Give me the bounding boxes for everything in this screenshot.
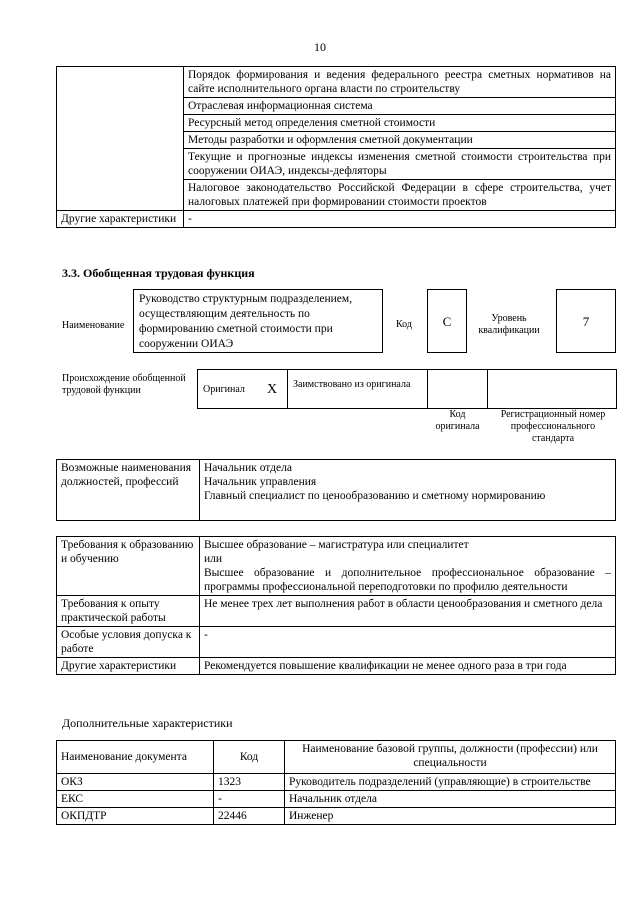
education-values bbox=[200, 537, 616, 596]
position-item: Начальник управления bbox=[204, 476, 317, 488]
table-cell: Начальник отдела bbox=[285, 791, 616, 808]
position-item: Главный специалист по ценообразованию и сметному нормированию bbox=[204, 490, 546, 502]
header-code: Код bbox=[214, 741, 285, 774]
origin-label: Происхождение обобщенной трудовой функции bbox=[62, 373, 186, 396]
table-cell: 1323 bbox=[214, 774, 285, 791]
knowledge-item: Ресурсный метод определения сметной стоимости bbox=[184, 115, 616, 132]
table-cell: ОКПДТР bbox=[57, 808, 214, 825]
additional-heading: Дополнительные характеристики bbox=[62, 716, 233, 730]
additional-table bbox=[56, 740, 616, 825]
code-value-box: C bbox=[427, 289, 467, 353]
positions-values bbox=[200, 460, 616, 521]
borrowed-cell bbox=[287, 369, 428, 409]
knowledge-item: Текущие и прогнозные индексы изменения сметной стоимости строительства при сооружении ОИАЭ, индексы-дефляторы bbox=[184, 149, 616, 180]
table-row bbox=[57, 774, 616, 791]
reg-number-cell bbox=[487, 369, 617, 409]
other-characteristics-label: Другие характеристики bbox=[57, 211, 184, 228]
table-cell: ЕКС bbox=[57, 791, 214, 808]
special-conditions-value: - bbox=[200, 627, 616, 658]
knowledge-item: Налоговое законодательство Российской Федерации в сфере строительства, учет налоговых платежей при формировании стоимости проектов bbox=[184, 180, 616, 211]
position-item: Начальник отдела bbox=[204, 462, 292, 474]
education-line: Высшее образование – магистратура или специалитет bbox=[204, 539, 469, 551]
other-characteristics-value: - bbox=[184, 211, 616, 228]
table-row bbox=[57, 791, 616, 808]
code-label: Код bbox=[396, 319, 412, 330]
education-label: Требования к образованию и обучению bbox=[57, 537, 200, 596]
requirements-table bbox=[56, 536, 616, 675]
original-cell bbox=[197, 369, 288, 409]
positions-label: Возможные наименования должностей, профессий bbox=[57, 460, 200, 521]
header-doc: Наименование документа bbox=[57, 741, 214, 774]
original-label: Оригинал bbox=[203, 384, 245, 395]
knowledge-table bbox=[56, 66, 616, 228]
table-cell: 22446 bbox=[214, 808, 285, 825]
level-label: Уровень квалификации bbox=[478, 313, 540, 336]
name-label: Наименование bbox=[62, 320, 125, 331]
table-cell: ОКЗ bbox=[57, 774, 214, 791]
origin-row bbox=[197, 369, 617, 409]
header-name: Наименование базовой группы, должности (профессии) или специальности bbox=[285, 741, 616, 774]
education-line: Высшее образование и дополнительное профессиональное образование – программы профессиональной переподготовки по профилю деятельности bbox=[204, 567, 611, 593]
knowledge-item: Порядок формирования и ведения федерального реестра сметных нормативов на сайте исполнительного органа власти по строительству bbox=[184, 67, 616, 98]
level-value-box: 7 bbox=[556, 289, 616, 353]
original-mark: X bbox=[267, 382, 278, 397]
page-number: 10 bbox=[314, 40, 326, 54]
knowledge-item: Методы разработки и оформления сметной документации bbox=[184, 132, 616, 149]
reg-number-label: Регистрационный номер профессионального стандарта bbox=[500, 409, 606, 444]
code-original-label: Код оригинала bbox=[435, 409, 480, 432]
table-row bbox=[57, 808, 616, 825]
experience-value: Не менее трех лет выполнения работ в области ценообразования и сметного дела bbox=[200, 596, 616, 627]
section-heading: 3.3. Обобщенная трудовая функция bbox=[62, 266, 255, 280]
other-value: Рекомендуется повышение квалификации не менее одного раза в три года bbox=[200, 658, 616, 675]
empty-label-cell bbox=[57, 67, 184, 211]
table-cell: Инженер bbox=[285, 808, 616, 825]
knowledge-item: Отраслевая информационная система bbox=[184, 98, 616, 115]
function-name-box: Руководство структурным подразделением, осуществляющим деятельность по формированию сметной стоимости при сооружении ОИАЭ bbox=[133, 289, 383, 353]
other-label: Другие характеристики bbox=[57, 658, 200, 675]
borrowed-label: Заимствовано из оригинала bbox=[293, 379, 411, 390]
code-original-cell bbox=[427, 369, 488, 409]
positions-table bbox=[56, 459, 616, 521]
table-cell: Руководитель подразделений (управляющие) в строительстве bbox=[285, 774, 616, 791]
experience-label: Требования к опыту практической работы bbox=[57, 596, 200, 627]
special-conditions-label: Особые условия допуска к работе bbox=[57, 627, 200, 658]
table-cell: - bbox=[214, 791, 285, 808]
education-line: или bbox=[204, 553, 223, 565]
